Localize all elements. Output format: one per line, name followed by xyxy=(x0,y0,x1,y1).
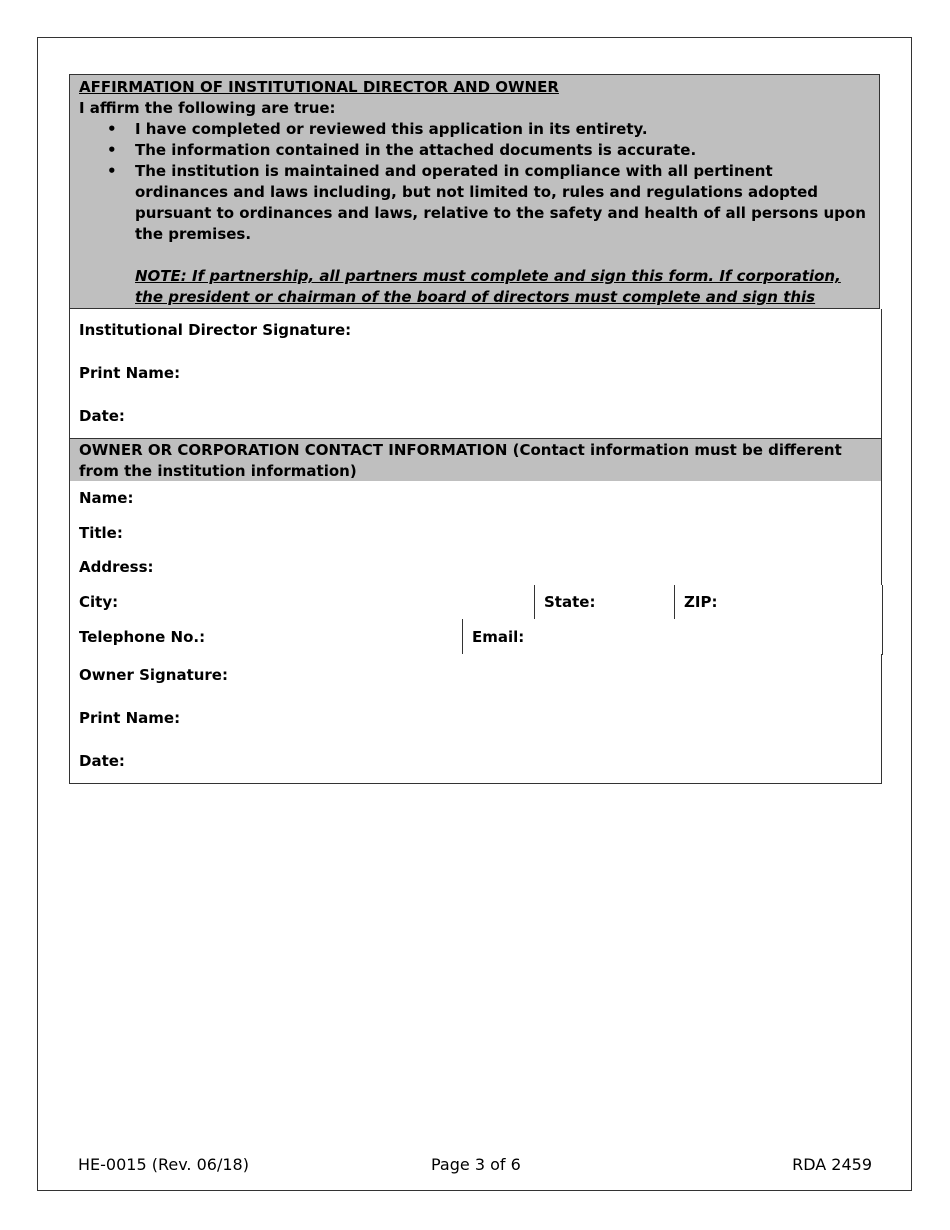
footer-rda: RDA 2459 xyxy=(792,1155,872,1174)
director-print-name-field[interactable] xyxy=(69,352,882,396)
affirmation-intro: I affirm the following are true: xyxy=(79,99,336,117)
telephone-label: Telephone No.: xyxy=(79,627,206,646)
owner-title-label: Title: xyxy=(79,523,123,542)
telephone-field[interactable] xyxy=(70,619,463,654)
owner-contact-heading xyxy=(69,438,882,483)
footer-page-number: Page 3 of 6 xyxy=(431,1155,521,1174)
city-state-zip-row xyxy=(69,585,883,620)
director-date-field[interactable] xyxy=(69,395,882,439)
email-label: Email: xyxy=(472,627,525,646)
state-label: State: xyxy=(544,593,596,611)
affirmation-note: NOTE: If partnership, all partners must complete and sign this form. If corporation, the president or chairman of the board of directors must complete and sign this xyxy=(135,267,841,306)
owner-title-field[interactable] xyxy=(69,516,882,551)
zip-field[interactable] xyxy=(675,585,882,619)
state-field[interactable] xyxy=(535,585,675,619)
city-field[interactable] xyxy=(70,585,535,619)
owner-address-field[interactable] xyxy=(69,550,882,586)
owner-address-label: Address: xyxy=(79,558,154,576)
owner-print-name-label: Print Name: xyxy=(79,709,181,727)
city-label: City: xyxy=(79,593,119,611)
owner-contact-heading-text: OWNER OR CORPORATION CONTACT INFORMATION (Contact information must be different from the institution information) xyxy=(79,440,842,480)
zip-label: ZIP: xyxy=(684,593,718,611)
affirmation-list xyxy=(79,119,870,245)
owner-date-field[interactable] xyxy=(69,740,882,784)
director-signature-field[interactable] xyxy=(69,309,882,353)
owner-date-label: Date: xyxy=(79,752,125,770)
footer-form-id: HE-0015 (Rev. 06/18) xyxy=(78,1155,249,1174)
affirmation-bullet: • The information contained in the attached documents is accurate. xyxy=(79,140,870,161)
owner-signature-label: Owner Signature: xyxy=(79,666,228,684)
director-date-label: Date: xyxy=(79,407,125,425)
telephone-email-row xyxy=(69,619,883,655)
affirmation-bullet: • The institution is maintained and operated in compliance with all pertinent ordinances and laws including, but not limited to, rules and regulations adopted pursuant to ordinances and laws, relative to the safety and health of all persons upon the premises. xyxy=(79,161,870,245)
owner-print-name-field[interactable] xyxy=(69,697,882,741)
director-print-name-label: Print Name: xyxy=(79,364,181,382)
director-signature-label: Institutional Director Signature: xyxy=(79,321,352,339)
affirmation-bullet: • I have completed or reviewed this application in its entirety. xyxy=(79,119,870,140)
owner-name-field[interactable] xyxy=(69,481,882,517)
owner-signature-field[interactable] xyxy=(69,654,882,698)
affirmation-section xyxy=(69,74,880,309)
affirmation-title: AFFIRMATION OF INSTITUTIONAL DIRECTOR AND OWNER xyxy=(79,78,559,96)
owner-name-label: Name: xyxy=(79,489,134,507)
email-field[interactable] xyxy=(463,619,882,654)
